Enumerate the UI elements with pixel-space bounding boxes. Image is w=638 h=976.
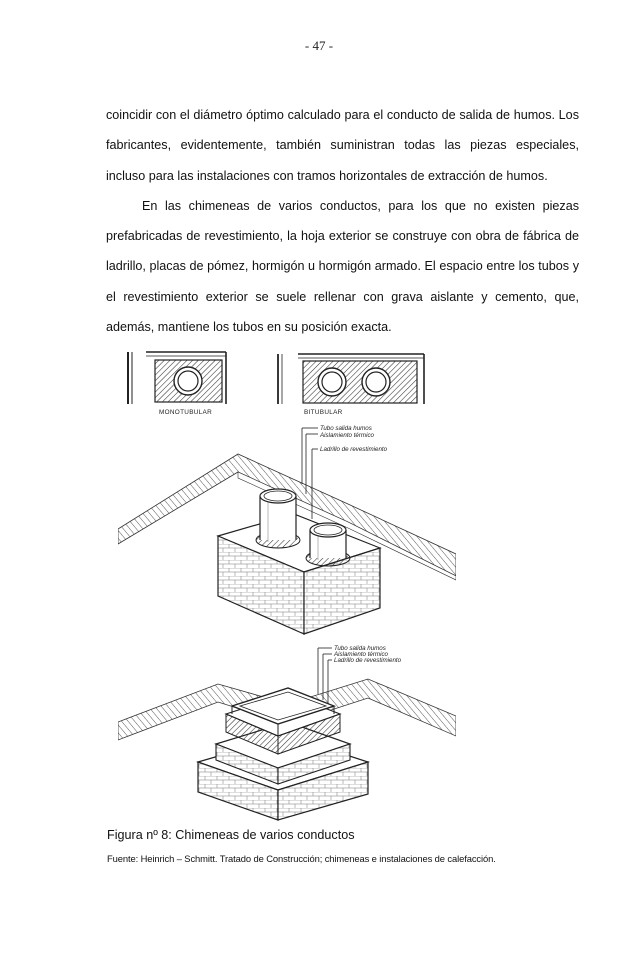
callout-bottom-brick: Ladrillo de revestimiento — [334, 657, 402, 664]
paragraph: En las chimeneas de varios conductos, para los que no existen piezas prefabricadas de revestimiento, la hoja exterior se construye con obra de fábrica de ladrillo, placas de pómez, hormigón u hormigón armado. El espacio entre los tubos y el revestimiento exterior se suele rellenar con grava aislante y cemento, que, además, mantiene los tubos en su posición exacta. — [106, 198, 579, 335]
callout-bottom-tube: Tubo salida humos — [334, 645, 386, 652]
callout-top-brick: Ladrillo de revestimiento — [320, 446, 388, 453]
page-number: - 47 - — [304, 38, 334, 53]
callout-bottom-insulation: Aislamiento térmico — [334, 651, 388, 658]
iso-square-flue — [118, 645, 456, 820]
iso-bitubular — [118, 425, 456, 634]
callout-top-tube: Tubo salida humos — [320, 425, 372, 432]
plan-monotubular — [128, 352, 226, 416]
chimney-figure — [118, 344, 456, 824]
figure-source: Fuente: Heinrich – Schmitt. Tratado de Construcción; chimeneas e instalaciones de calefacción. — [107, 853, 496, 864]
figure-caption: Figura nº 8: Chimeneas de varios conductos — [107, 828, 355, 842]
plan-bitubular — [278, 354, 424, 416]
body-text — [106, 100, 579, 342]
plan-label-monotubular: MONOTUBULAR — [159, 409, 213, 416]
callout-top-insulation: Aislamiento térmico — [320, 432, 374, 439]
plan-label-bitubular: BITUBULAR — [304, 409, 343, 416]
chimney-illustration — [118, 344, 456, 824]
paragraph: coincidir con el diámetro óptimo calculado para el conducto de salida de humos. Los fabricantes, evidentemente, también suministran todas las piezas especiales, incluso para las instalaciones con tramos horizontales de extracción de humos. — [106, 108, 579, 183]
